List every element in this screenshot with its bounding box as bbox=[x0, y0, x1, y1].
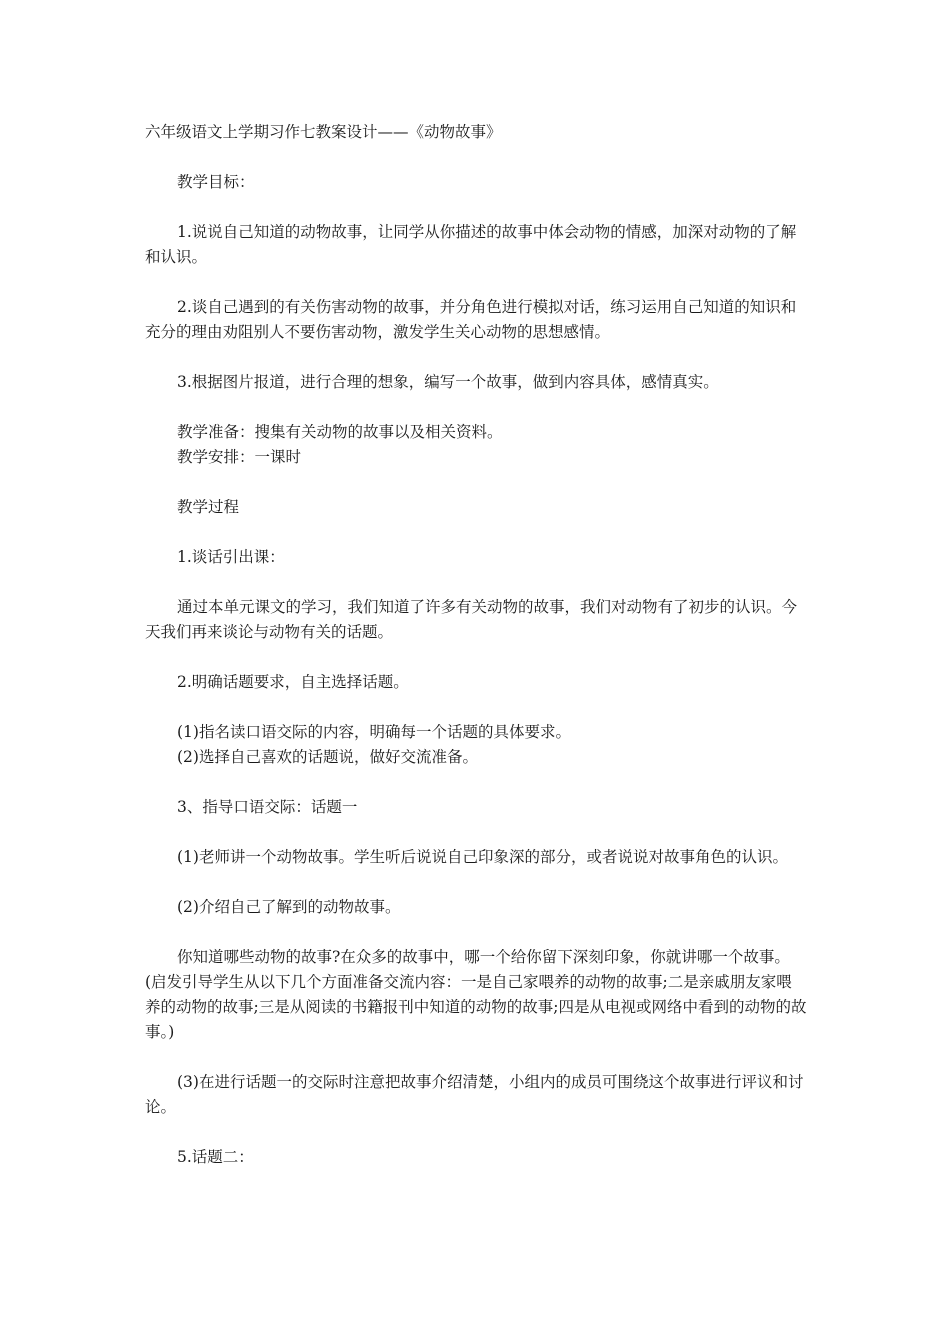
objective-2: 2.谈自己遇到的有关伤害动物的故事，并分角色进行模拟对话，练习运用自己知道的知识和充分的理由劝阻别人不要伤害动物，激发学生关心动物的思想感情。 bbox=[145, 298, 797, 341]
objective-3: 3.根据图片报道，进行合理的想象，编写一个故事，做到内容具体，感情真实。 bbox=[177, 373, 719, 391]
step-2-item-2: (2)选择自己喜欢的话题说，做好交流准备。 bbox=[177, 748, 478, 766]
step-2-heading: 2.明确话题要求，自主选择话题。 bbox=[177, 673, 409, 691]
step-5-heading: 5.话题二： bbox=[177, 1148, 254, 1166]
step-3-item-2-body: 你知道哪些动物的故事?在众多的故事中，哪一个给你留下深刻印象，你就讲哪一个故事。(启发引导学生从以下几个方面准备交流内容：一是自己家喂养的动物的故事;二是亲戚朋友家喂养的动物的故事;三是从阅读的书籍报刊中知道的动物的故事;四是从电视或网络中看到的动物的故事。) bbox=[145, 948, 807, 1041]
step-2-item-1: (1)指名读口语交际的内容，明确每一个话题的具体要求。 bbox=[177, 723, 571, 741]
step-3-item-3: (3)在进行话题一的交际时注意把故事介绍清楚，小组内的成员可围绕这个故事进行评议和讨论。 bbox=[145, 1073, 804, 1116]
step-1-body: 通过本单元课文的学习，我们知道了许多有关动物的故事，我们对动物有了初步的认识。今天我们再来谈论与动物有关的话题。 bbox=[145, 598, 798, 641]
step-3-item-1: (1)老师讲一个动物故事。学生听后说说自己印象深的部分，或者说说对故事角色的认识。 bbox=[177, 848, 788, 866]
document-title: 六年级语文上学期习作七教案设计——《动物故事》 bbox=[145, 123, 502, 141]
objective-1: 1.说说自己知道的动物故事，让同学从你描述的故事中体会动物的情感，加深对动物的了解和认识。 bbox=[145, 223, 797, 266]
step-3-heading: 3、指导口语交际：话题一 bbox=[177, 798, 358, 816]
preparation: 教学准备：搜集有关动物的故事以及相关资料。 bbox=[177, 423, 503, 441]
document-body bbox=[145, 120, 807, 1170]
section-heading-objectives: 教学目标： bbox=[177, 173, 255, 191]
section-heading-process: 教学过程 bbox=[177, 498, 240, 516]
step-1-heading: 1.谈话引出课： bbox=[177, 548, 285, 566]
schedule: 教学安排：一课时 bbox=[177, 448, 302, 466]
step-3-item-2: (2)介绍自己了解到的动物故事。 bbox=[177, 898, 401, 916]
